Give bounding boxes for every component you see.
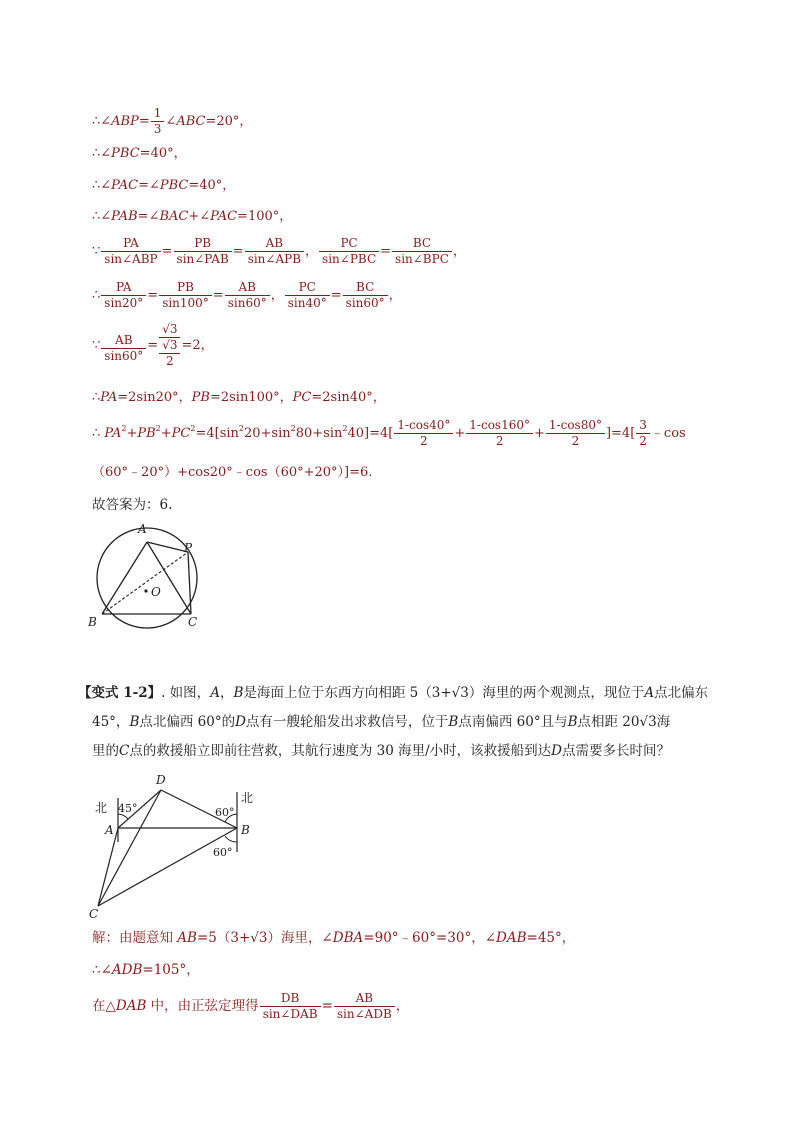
segment-ap — [147, 542, 188, 552]
solution-line-8: ∴PA=2sin20°，PB=2sin100°，PC=2sin40°， — [92, 390, 386, 405]
label-north-right: 北 — [241, 791, 254, 805]
angle-arc-60-bot — [225, 836, 237, 842]
label-c: C — [188, 615, 198, 629]
answer-line: 故答案为：6. — [92, 497, 173, 513]
label-a: A — [105, 823, 114, 837]
segment-bp-dashed — [102, 552, 188, 614]
solution-line-9: ∴ $PA^2+PB^2+PC^2=4[\sin^220+\sin^280+\sin^240]=4$[ $\frac{1-\cos 40^\circ}{2}$ + $\frac{1-\cos 160^\circ}{2}$ + $\frac{1-\cos 80^\circ}{2}$ ]=4[ $\frac{3}{2}$ ﹣cos — [92, 418, 686, 448]
solution-line-3: ∴∠PAC=∠PBC=40°， — [92, 178, 236, 193]
label-p: P — [184, 541, 193, 555]
solution-line-1: ∴∠ABP= $\frac{1}{3}$ ∠ABC=20°， — [92, 106, 253, 136]
label-d: D — [156, 773, 166, 787]
solution-line-10: （60°﹣20°）+cos20°﹣cos（60°+20°）]=6. — [92, 465, 373, 480]
solution-line-5: ∵ $\frac{PA}{\text{sin∠ABP}}$ = $\frac{PB}{\text{sin∠PAB}}$ = $\frac{AB}{\text{sin∠APB}}$ ， $\frac{PC}{\text{sin∠PBC}}$ = $\frac{BC}{\text{sin∠BPC}}$ ， — [92, 236, 466, 266]
label-60-bot: 60° — [213, 846, 233, 859]
side-ab — [102, 542, 147, 614]
solution2-line-1: 解：由题意知 AB=5（3+√3）海里，∠DBA=90°﹣60°=30°，∠DAB=45°， — [92, 930, 576, 946]
solution2-line-2: ∴∠ADB=105°， — [92, 962, 200, 978]
solution-line-6: ∴ $\frac{PA}{\sin 20^\circ}$ = $\frac{PB}{\sin 100^\circ}$ = $\frac{AB}{\sin 60^\circ}$ ， $\frac{PC}{\sin 40^\circ}$ = $\frac{BC}{\sin 60^\circ}$ ， — [92, 280, 402, 310]
label-b: B — [88, 615, 97, 629]
solution2-line-3: 在△DAB 中，由正弦定理得 $\frac{DB}{\text{sin∠DAB}}$ = $\frac{AB}{\text{sin∠ADB}}$ ， — [92, 991, 410, 1021]
navigation-figure — [85, 770, 265, 920]
circle-triangle-figure — [80, 518, 210, 633]
label-c: C — [89, 907, 99, 920]
solution-line-4: ∴∠PAB=∠BAC+∠PAC=100°， — [92, 209, 293, 224]
label-b: B — [241, 823, 250, 837]
segment-ca — [98, 828, 118, 906]
label-45: 45° — [118, 802, 138, 815]
label-o: O — [151, 585, 161, 599]
center-point — [144, 589, 147, 592]
label-60-top: 60° — [215, 806, 235, 819]
solution-line-7: ∵ $\frac{AB}{\sin 60^\circ}$ = √3 √3 2 =2， — [92, 322, 214, 368]
label-north-left: 北 — [95, 801, 108, 815]
solution-line-2: ∴∠PBC=40°， — [92, 146, 187, 161]
label-a: A — [138, 522, 147, 536]
problem-text: 【变式 1-2】. 如图，A，B是海面上位于东西方向相距 5（3+√3）海里的两个观测点，现位于A点北偏东 45°，B点北偏西 60°的D点有一艘轮船发出求救信号，位于B点南偏西 60°且与B点相距 20√3海 里的C点的救援船立即前往营救，其航行速度为 30 海里/小时，该救援船到达D点需要多长时间？ — [78, 685, 709, 759]
